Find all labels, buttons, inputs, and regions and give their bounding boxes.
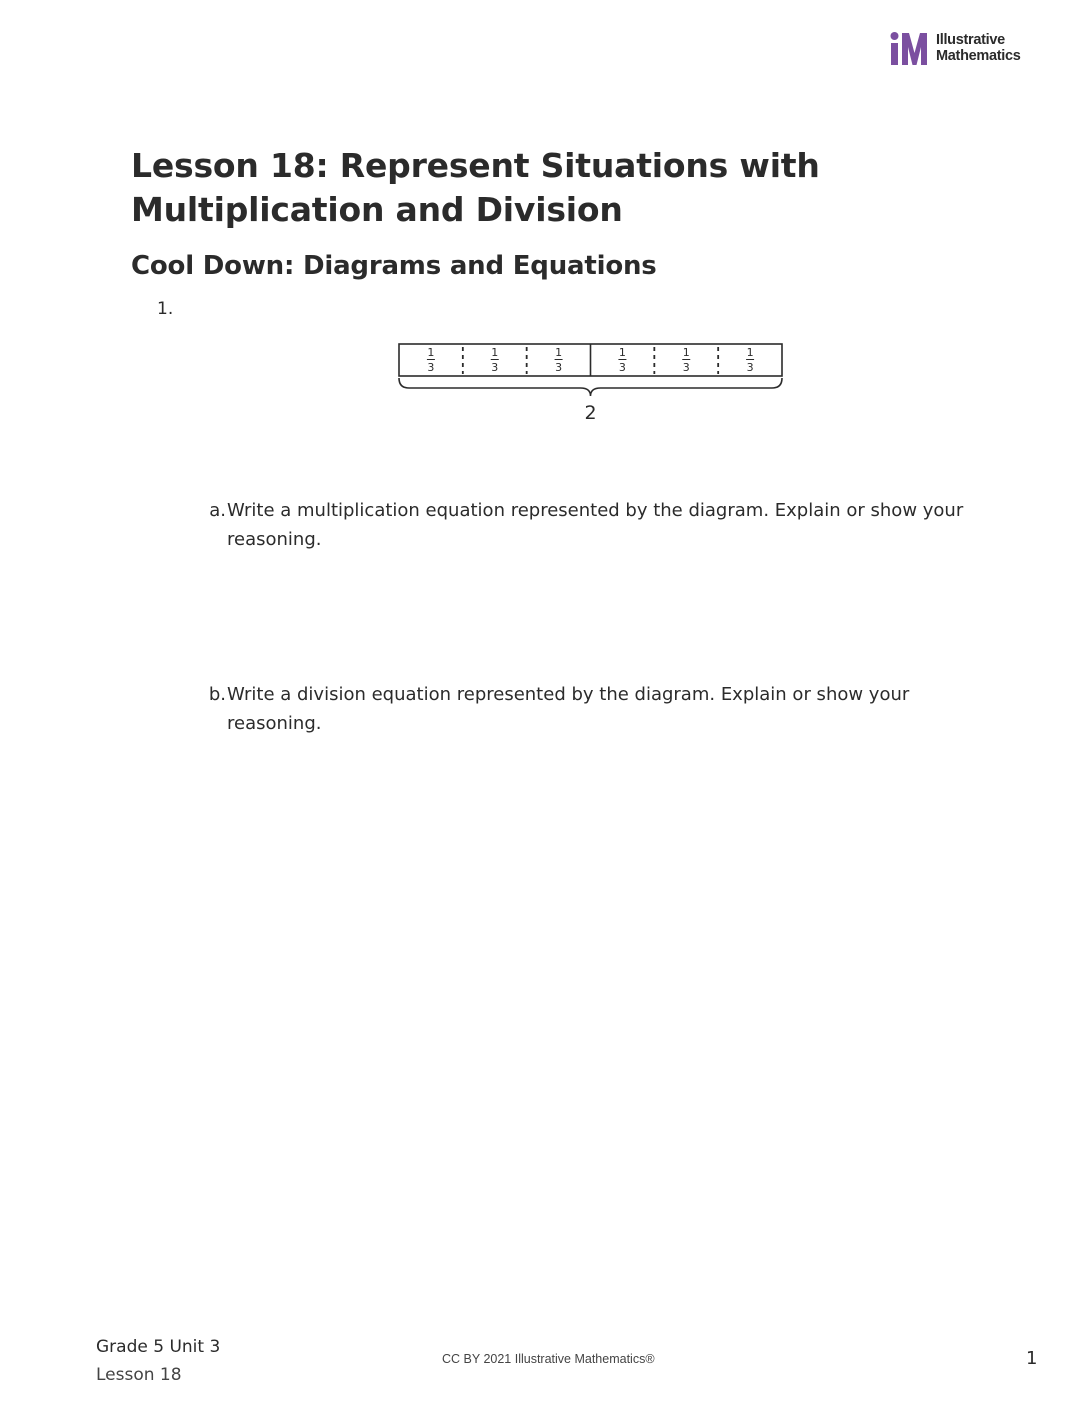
segment-1-numerator: 1 [427, 346, 435, 359]
footer-grade-unit: Grade 5 Unit 3 [96, 1337, 221, 1357]
segment-2-denominator: 3 [491, 361, 499, 374]
part-b-label: b. [208, 684, 226, 705]
segment-4-numerator: 1 [618, 346, 626, 359]
segment-3-denominator: 3 [555, 361, 563, 374]
segment-4-denominator: 3 [618, 361, 626, 374]
tape-brace [399, 378, 782, 396]
logo-wordmark [936, 32, 1021, 64]
segment-5-numerator: 1 [682, 346, 690, 359]
illustrative-mathematics-logo [890, 31, 1040, 67]
footer-copyright: CC BY 2021 Illustrative Mathematics® [442, 1352, 655, 1366]
segment-1-denominator: 3 [427, 361, 435, 374]
im-logo-icon [890, 31, 932, 67]
segment-6-numerator: 1 [746, 346, 754, 359]
segment-3-numerator: 1 [555, 346, 563, 359]
footer-course-info [96, 1333, 220, 1389]
section-title: Cool Down: Diagrams and Equations [131, 251, 657, 281]
part-a-label: a. [209, 500, 226, 521]
part-b-text: Write a division equation represented by the diagram. Explain or show your reasoning. [227, 684, 910, 734]
lesson-title: Lesson 18: Represent Situations with Multiplication and Division [131, 146, 820, 229]
footer-lesson: Lesson 18 [96, 1365, 182, 1385]
part-a-text: Write a multiplication equation represented by the diagram. Explain or show your reasoning. [227, 500, 964, 550]
tape-diagram [390, 336, 790, 431]
question-number: 1. [157, 299, 174, 319]
segment-2-numerator: 1 [491, 346, 499, 359]
tape-total-label: 2 [584, 402, 597, 424]
segment-5-denominator: 3 [682, 361, 690, 374]
logo-line-1: Illustrative [936, 32, 1005, 48]
logo-line-2: Mathematics [936, 48, 1021, 64]
segment-6-denominator: 3 [746, 361, 754, 374]
page-number: 1 [1026, 1348, 1038, 1369]
